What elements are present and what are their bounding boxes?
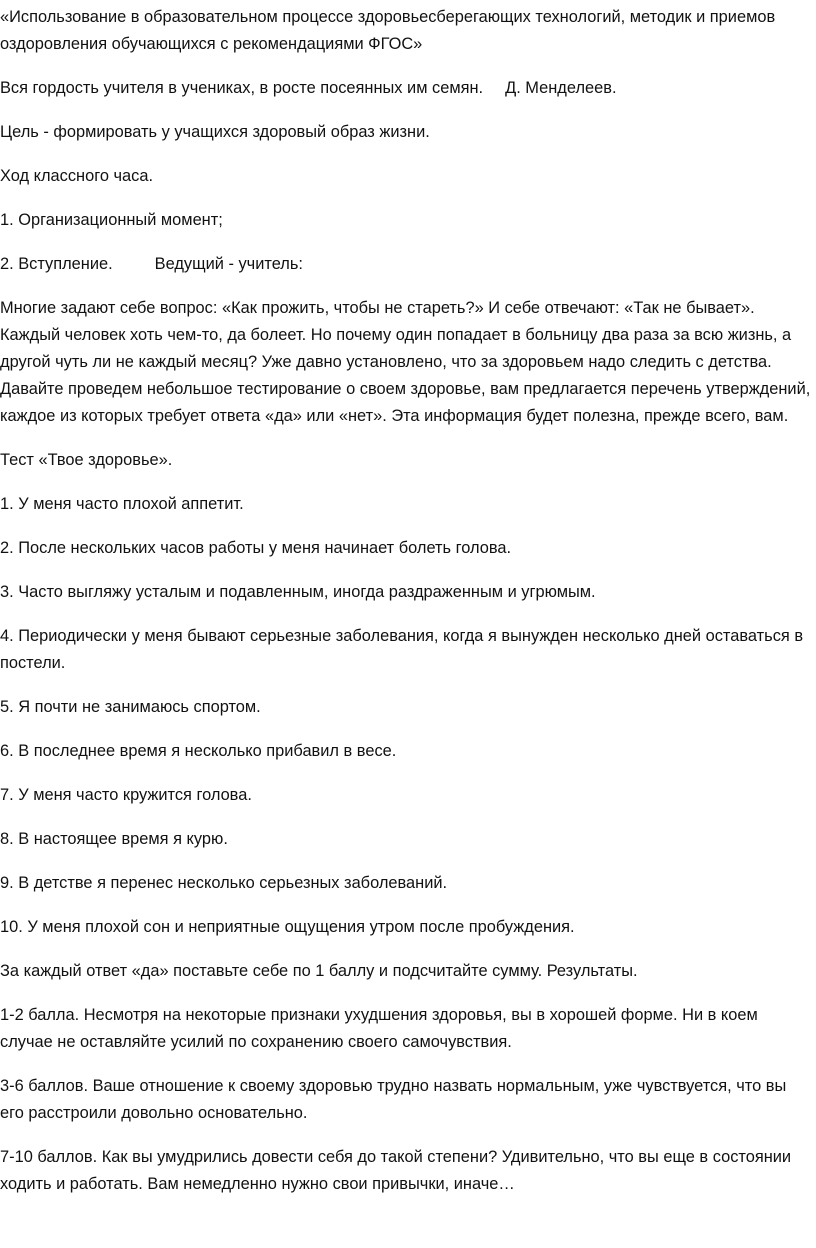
test-item: 9. В детстве я перенес несколько серьезных заболеваний. (0, 874, 448, 892)
test-item: 7. У меня часто кружится голова. (0, 786, 252, 804)
test-item: 10. У меня плохой сон и неприятные ощущения утром после пробуждения. (0, 918, 575, 936)
test-item: 8. В настоящее время я курю. (0, 830, 228, 848)
document-title: «Использование в образовательном процессе здоровьесберегающих технологий, методик и приемов оздоровления обучающихся с рекомендациями ФГОС» (0, 8, 776, 53)
progress-heading: Ход классного часа. (0, 167, 154, 185)
test-item: 5. Я почти не занимаюсь спортом. (0, 698, 261, 716)
scoring-instructions: За каждый ответ «да» поставьте себе по 1 баллу и подсчитайте сумму. Результаты. (0, 962, 638, 980)
step-introduction-label: 2. Вступление. (0, 255, 113, 273)
step-organizational: 1. Организационный момент; (0, 211, 223, 229)
test-item: 2. После нескольких часов работы у меня начинает болеть голова. (0, 539, 512, 557)
result-paragraph: 7-10 баллов. Как вы умудрились довести себя до такой степени? Удивительно, что вы еще в состоянии ходить и работать. Вам немедленно нужно свои привычки, иначе… (0, 1148, 792, 1193)
presenter-label: Ведущий - учитель: (154, 255, 303, 273)
test-item: 4. Периодически у меня бывают серьезные заболевания, когда я вынужден несколько дней оставаться в постели. (0, 627, 804, 672)
epigraph-author: Д. Менделеев. (505, 79, 617, 97)
epigraph-quote: Вся гордость учителя в учениках, в росте посеянных им семян. (0, 79, 484, 97)
result-paragraph: 1-2 балла. Несмотря на некоторые признаки ухудшения здоровья, вы в хорошей форме. Ни в коем случае не оставляйте усилий по сохранению своего самочувствия. (0, 1006, 758, 1051)
test-item: 3. Часто выгляжу усталым и подавленным, иногда раздраженным и угрюмым. (0, 583, 596, 601)
test-item: 6. В последнее время я несколько прибавил в весе. (0, 742, 397, 760)
test-title: Тест «Твое здоровье». (0, 451, 173, 469)
step-introduction (0, 251, 814, 278)
intro-paragraph: Многие задают себе вопрос: «Как прожить, чтобы не стареть?» И себе отвечают: «Так не бывает». Каждый человек хоть чем-то, да болеет. Но почему один попадает в больницу два раза за всю жизнь, а другой чуть ли не каждый месяц? Уже давно установлено, что за здоровьем надо следить с детства. Давайте проведем небольшое тестирование о своем здоровье, вам предлагается перечень утверждений, каждое из которых требует ответа «да» или «нет». Эта информация будет полезна, прежде всего, вам. (0, 299, 811, 425)
epigraph (0, 75, 814, 102)
goal-text: Цель - формировать у учащихся здоровый образ жизни. (0, 123, 430, 141)
result-paragraph: 3-6 баллов. Ваше отношение к своему здоровью трудно назвать нормальным, уже чувствуется, что вы его расстроили довольно основательно. (0, 1077, 787, 1122)
test-item: 1. У меня часто плохой аппетит. (0, 495, 244, 513)
